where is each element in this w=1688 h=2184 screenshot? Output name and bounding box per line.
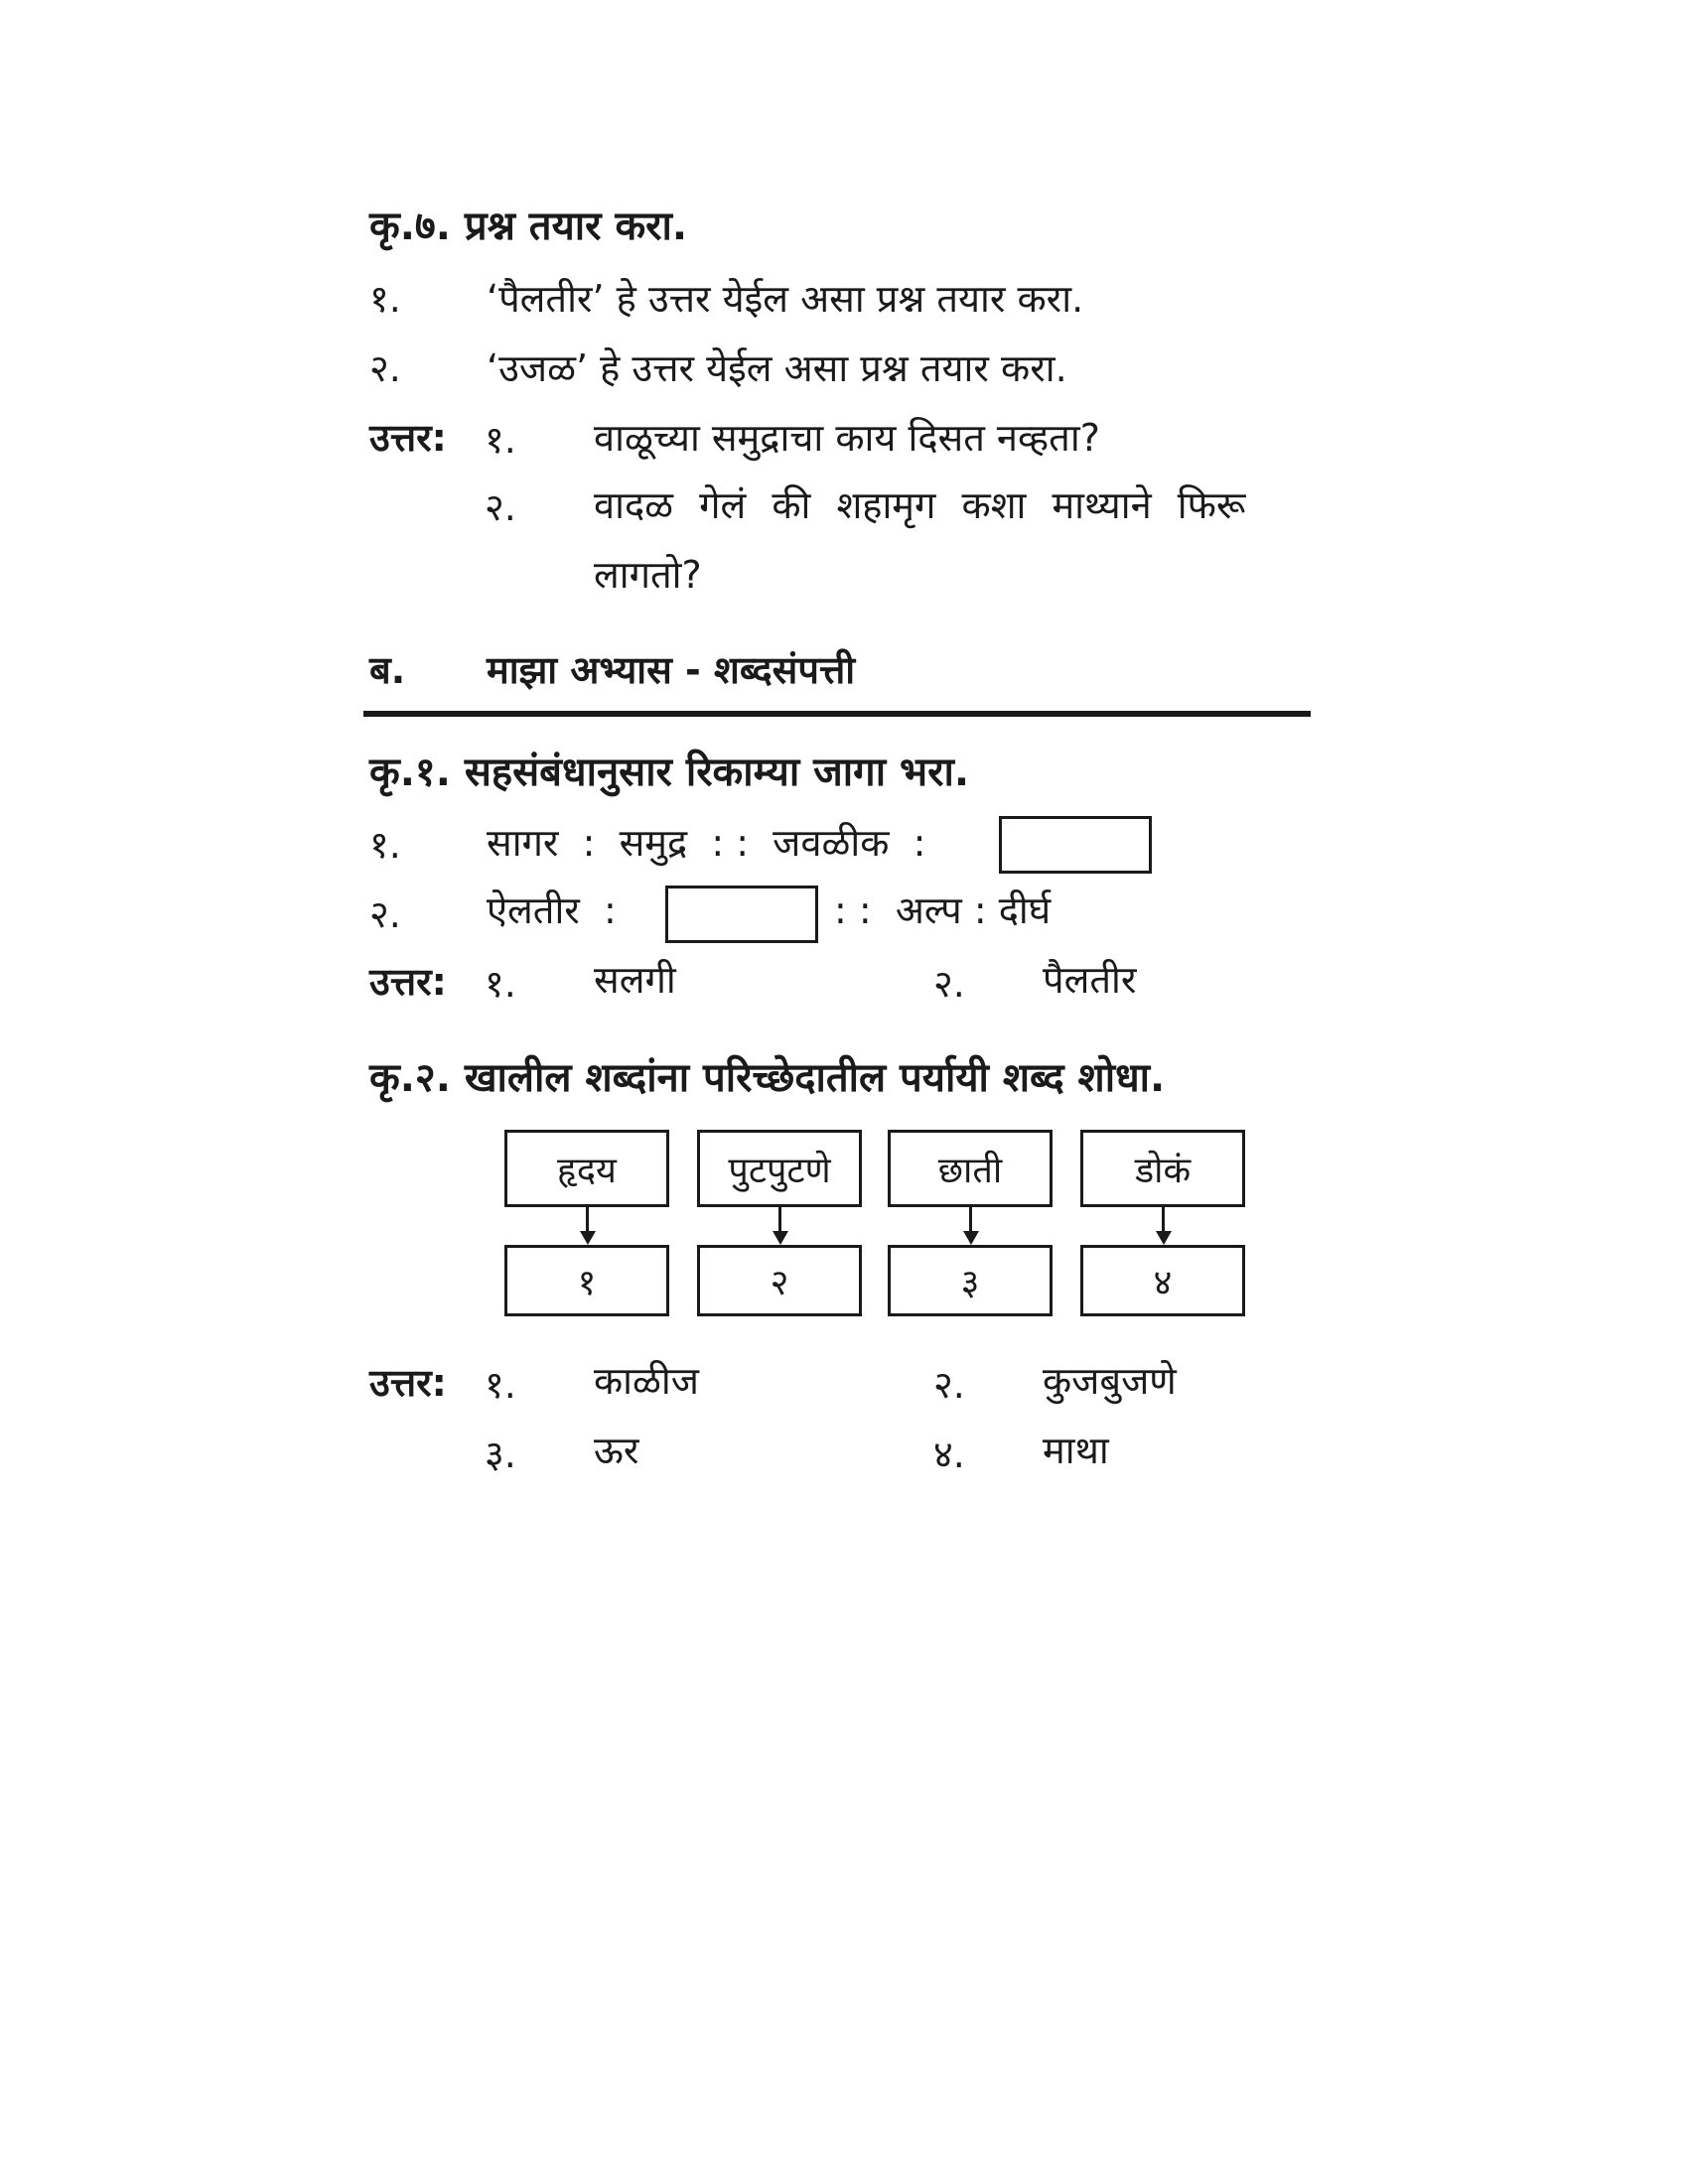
q2-word-box-3 — [888, 1130, 1053, 1207]
q7-answer-2-text-line2: लागतो? — [594, 553, 702, 597]
q1-row-2-number: २. — [369, 892, 401, 936]
q2-answer-3-number: ३. — [485, 1433, 516, 1476]
q2-arrow-2 — [778, 1207, 781, 1231]
q7-answer-label: उत्तर: — [369, 416, 447, 460]
q7-item-1-text: ‘पैलतीर’ हे उत्तर येईल असा प्रश्न तयार करा. — [487, 277, 1084, 321]
q2-answer-4-number: ४. — [933, 1433, 965, 1476]
section-b-label: ब. — [369, 648, 406, 692]
section-b-title: माझा अभ्यास - शब्दसंपत्ती — [487, 648, 856, 692]
q2-arrow-1 — [586, 1207, 589, 1231]
q2-arrowhead-3 — [963, 1231, 979, 1245]
q2-number-2: २ — [770, 1262, 789, 1303]
q2-answer-1-number: १. — [485, 1363, 516, 1407]
q2-arrowhead-4 — [1156, 1231, 1172, 1245]
q2-number-3: ३ — [960, 1262, 980, 1303]
q2-answer-3-text: ऊर — [594, 1429, 639, 1472]
q2-arrowhead-2 — [773, 1231, 788, 1245]
q2-number-box-3 — [888, 1245, 1053, 1316]
q2-word-1: हृदय — [557, 1150, 617, 1191]
q1-row-1-left: सागर : समुद्र : : जवळीक : — [487, 821, 926, 865]
q1-row-1-blank — [999, 816, 1152, 874]
q2-word-box-1 — [504, 1130, 669, 1207]
q1-answer-2-number: २. — [933, 962, 965, 1006]
q2-answer-2-text: कुजबुजणे — [1043, 1359, 1177, 1403]
q1-answer-2-text: पैलतीर — [1043, 958, 1137, 1002]
q2-number-box-4 — [1080, 1245, 1245, 1316]
q1-row-2-right: : : अल्प : दीर्घ — [834, 888, 1052, 932]
q1-answer-1-number: १. — [485, 962, 516, 1006]
q2-answer-label: उत्तर: — [369, 1361, 447, 1405]
q7-heading: कृ.७. प्रश्न तयार करा. — [369, 204, 688, 249]
q7-item-2-number: २. — [369, 346, 401, 390]
q7-answer-1-number: १. — [485, 418, 516, 462]
q1-heading: कृ.१. सहसंबंधानुसार रिकाम्या जागा भरा. — [369, 750, 970, 795]
q2-arrow-4 — [1162, 1207, 1165, 1231]
q2-word-4: डोकं — [1134, 1150, 1192, 1191]
q7-answer-2-number: २. — [485, 485, 516, 529]
q2-number-box-2 — [697, 1245, 862, 1316]
q2-number-1: १ — [577, 1262, 597, 1303]
q2-word-box-2 — [697, 1130, 862, 1207]
q2-answer-4-text: माथा — [1043, 1429, 1109, 1472]
q7-answer-1-text: वाळूच्या समुद्राचा काय दिसत नव्हता? — [594, 416, 1100, 460]
q2-word-box-4 — [1080, 1130, 1245, 1207]
section-divider — [363, 711, 1311, 717]
q2-arrow-3 — [969, 1207, 972, 1231]
q2-word-3: छाती — [937, 1150, 1003, 1191]
q7-item-2-text: ‘उजळ’ हे उत्तर येईल असा प्रश्न तयार करा. — [487, 346, 1067, 390]
q1-row-2-blank — [665, 886, 818, 943]
q2-answer-2-number: २. — [933, 1363, 965, 1407]
q1-answer-1-text: सलगी — [594, 958, 676, 1002]
q2-number-4: ४ — [1153, 1262, 1173, 1303]
q2-number-box-1 — [504, 1245, 669, 1316]
q7-item-1-number: १. — [369, 277, 401, 321]
q2-arrowhead-1 — [580, 1231, 596, 1245]
q7-answer-2-text-line1: वादळ गेलं की शहामृग कशा माथ्याने फिरू — [594, 483, 1246, 527]
q1-row-1-number: १. — [369, 823, 401, 867]
q2-word-2: पुटपुटणे — [728, 1150, 831, 1191]
q2-heading: कृ.२. खालील शब्दांना परिच्छेदातील पर्यायी शब्द शोधा. — [369, 1055, 1166, 1101]
q1-row-2-left: ऐलतीर : — [487, 888, 617, 932]
q1-answer-label: उत्तर: — [369, 960, 447, 1004]
q2-answer-1-text: काळीज — [594, 1359, 699, 1403]
